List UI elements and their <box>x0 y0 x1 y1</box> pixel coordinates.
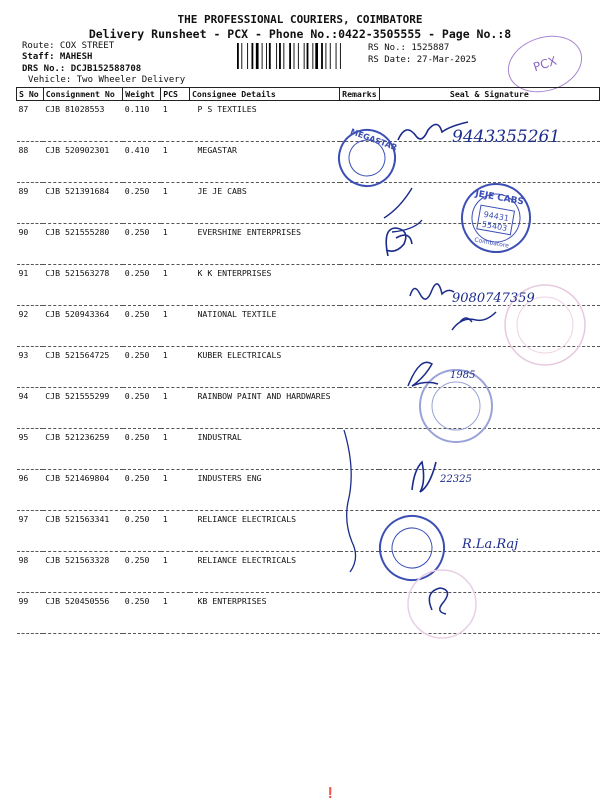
cell-consignment: CJB 521391684 <box>43 183 123 224</box>
cell-pcs: 1 <box>161 388 190 429</box>
table-row <box>17 142 600 183</box>
cell-consignee: RAINBOW PAINT AND HARDWARES <box>190 388 340 429</box>
cell-consignment: CJB 521236259 <box>43 429 123 470</box>
cell-weight: 0.250 <box>123 388 161 429</box>
cell-remarks <box>340 265 380 306</box>
cell-weight: 0.250 <box>123 593 161 634</box>
cell-sno: 88 <box>17 142 44 183</box>
bottom-mark-icon: ❗ <box>324 788 337 799</box>
cell-remarks <box>340 552 380 593</box>
cell-remarks <box>340 142 380 183</box>
cell-weight: 0.250 <box>123 429 161 470</box>
cell-consignee: MEGASTAR <box>190 142 340 183</box>
route-label: Route: COX STREET <box>22 41 115 51</box>
cell-sno: 97 <box>17 511 44 552</box>
cell-sno: 91 <box>17 265 44 306</box>
cell-consignment: CJB 521563278 <box>43 265 123 306</box>
cell-signature <box>379 183 599 224</box>
cell-weight: 0.250 <box>123 347 161 388</box>
cell-signature <box>379 265 599 306</box>
handwritten-phone-2: 9080747359 <box>452 291 535 306</box>
header-sno: S No <box>17 88 44 101</box>
table-row <box>17 388 600 429</box>
cell-consignment: CJB 521563328 <box>43 552 123 593</box>
table-row <box>17 265 600 306</box>
cell-consignee: KUBER ELECTRICALS <box>190 347 340 388</box>
cell-remarks <box>340 470 380 511</box>
table-row <box>17 593 600 634</box>
vehicle-label: Vehicle: Two Wheeler Delivery <box>28 75 186 85</box>
cell-remarks <box>340 101 380 142</box>
cell-consignment: CJB 521563341 <box>43 511 123 552</box>
cell-remarks <box>340 224 380 265</box>
table-row <box>17 511 600 552</box>
cell-signature <box>379 552 599 593</box>
cell-remarks <box>340 306 380 347</box>
cell-weight: 0.250 <box>123 470 161 511</box>
cell-sno: 99 <box>17 593 44 634</box>
cell-sno: 87 <box>17 101 44 142</box>
cell-remarks <box>340 429 380 470</box>
cell-signature <box>379 101 599 142</box>
jeje-stamp-name: JEJE CABS <box>474 189 525 208</box>
table-row <box>17 470 600 511</box>
cell-weight: 0.250 <box>123 306 161 347</box>
cell-signature <box>379 224 599 265</box>
handwritten-phone-1: 9443355261 <box>452 127 561 147</box>
cell-pcs: 1 <box>161 429 190 470</box>
cell-consignment: CJB 520450556 <box>43 593 123 634</box>
cell-consignee: INDUSTRAL <box>190 429 340 470</box>
cell-consignment: CJB 81028553 <box>43 101 123 142</box>
cell-sno: 94 <box>17 388 44 429</box>
cell-pcs: 1 <box>161 511 190 552</box>
cell-signature <box>379 470 599 511</box>
jeje-stamp-line2: 55403 <box>481 219 508 234</box>
cell-signature <box>379 429 599 470</box>
header-weight: Weight <box>123 88 161 101</box>
header-pcs: PCS <box>161 88 190 101</box>
cell-consignee: RELIANCE ELECTRICALS <box>190 511 340 552</box>
pcx-stamp: PCX <box>501 27 590 102</box>
cell-signature <box>379 347 599 388</box>
header-consignment: Consignment No <box>43 88 123 101</box>
table-row <box>17 347 600 388</box>
cell-weight: 0.250 <box>123 183 161 224</box>
header-consignee: Consignee Details <box>190 88 340 101</box>
cell-signature <box>379 142 599 183</box>
staff-label: Staff: MAHESH <box>22 52 93 62</box>
jeje-stamp-line1: 94431 <box>482 209 510 224</box>
cell-signature <box>379 593 599 634</box>
cell-signature <box>379 388 599 429</box>
cell-sno: 93 <box>17 347 44 388</box>
cell-consignee: P S TEXTILES <box>190 101 340 142</box>
table-row <box>17 306 600 347</box>
runsheet-title: Delivery Runsheet - PCX - Phone No.:0422-3505555 - Page No.:8 <box>88 27 512 41</box>
cell-weight: 0.250 <box>123 265 161 306</box>
table-row <box>17 224 600 265</box>
cell-sno: 92 <box>17 306 44 347</box>
handwritten-note-96: 22325 <box>440 474 472 485</box>
cell-consignment: CJB 520902301 <box>43 142 123 183</box>
cell-consignee: RELIANCE ELECTRICALS <box>190 552 340 593</box>
cell-sno: 95 <box>17 429 44 470</box>
table-row <box>17 552 600 593</box>
cell-consignee: EVERSHINE ENTERPRISES <box>190 224 340 265</box>
header-remarks: Remarks <box>340 88 380 101</box>
cell-pcs: 1 <box>161 101 190 142</box>
cell-consignee: NATIONAL TEXTILE <box>190 306 340 347</box>
cell-consignee: JE JE CABS <box>190 183 340 224</box>
cell-consignment: CJB 521469804 <box>43 470 123 511</box>
cell-pcs: 1 <box>161 593 190 634</box>
cell-consignment: CJB 521555280 <box>43 224 123 265</box>
header-signature: Seal & Signature <box>379 88 599 101</box>
megastar-stamp-text: MEGASTAR <box>349 127 399 153</box>
jeje-stamp-city: Coimbatore <box>473 236 510 250</box>
drs-number: DRS No.: DCJB152588708 <box>22 64 142 74</box>
cell-signature <box>379 306 599 347</box>
cell-consignee: K K ENTERPRISES <box>190 265 340 306</box>
cell-sno: 96 <box>17 470 44 511</box>
cell-sno: 90 <box>17 224 44 265</box>
cell-sno: 89 <box>17 183 44 224</box>
rs-number: RS No.: 1525887 <box>368 43 450 53</box>
cell-weight: 0.250 <box>123 511 161 552</box>
cell-remarks <box>340 183 380 224</box>
table-row <box>17 429 600 470</box>
cell-pcs: 1 <box>161 470 190 511</box>
table-row <box>17 183 600 224</box>
cell-pcs: 1 <box>161 306 190 347</box>
cell-pcs: 1 <box>161 265 190 306</box>
cell-pcs: 1 <box>161 552 190 593</box>
cell-weight: 0.110 <box>123 101 161 142</box>
cell-pcs: 1 <box>161 183 190 224</box>
handwritten-note-93: 1985 <box>450 370 476 381</box>
cell-remarks <box>340 388 380 429</box>
runsheet-table <box>16 87 600 634</box>
cell-weight: 0.250 <box>123 552 161 593</box>
cell-consignee: KB ENTERPRISES <box>190 593 340 634</box>
cell-consignment: CJB 521564725 <box>43 347 123 388</box>
table-header-row <box>17 88 600 101</box>
cell-sno: 98 <box>17 552 44 593</box>
cell-remarks <box>340 347 380 388</box>
handwritten-name-98: R.La.Raj <box>462 537 519 552</box>
cell-weight: 0.250 <box>123 224 161 265</box>
rs-date: RS Date: 27-Mar-2025 <box>368 55 477 65</box>
table-row <box>17 101 600 142</box>
cell-pcs: 1 <box>161 142 190 183</box>
cell-signature <box>379 511 599 552</box>
cell-pcs: 1 <box>161 347 190 388</box>
cell-pcs: 1 <box>161 224 190 265</box>
barcode-image <box>237 43 363 69</box>
cell-consignment: CJB 520943364 <box>43 306 123 347</box>
cell-remarks <box>340 593 380 634</box>
cell-consignee: INDUSTERS ENG <box>190 470 340 511</box>
cell-weight: 0.410 <box>123 142 161 183</box>
cell-remarks <box>340 511 380 552</box>
cell-consignment: CJB 521555299 <box>43 388 123 429</box>
company-title: THE PROFESSIONAL COURIERS, COIMBATORE <box>177 13 423 26</box>
